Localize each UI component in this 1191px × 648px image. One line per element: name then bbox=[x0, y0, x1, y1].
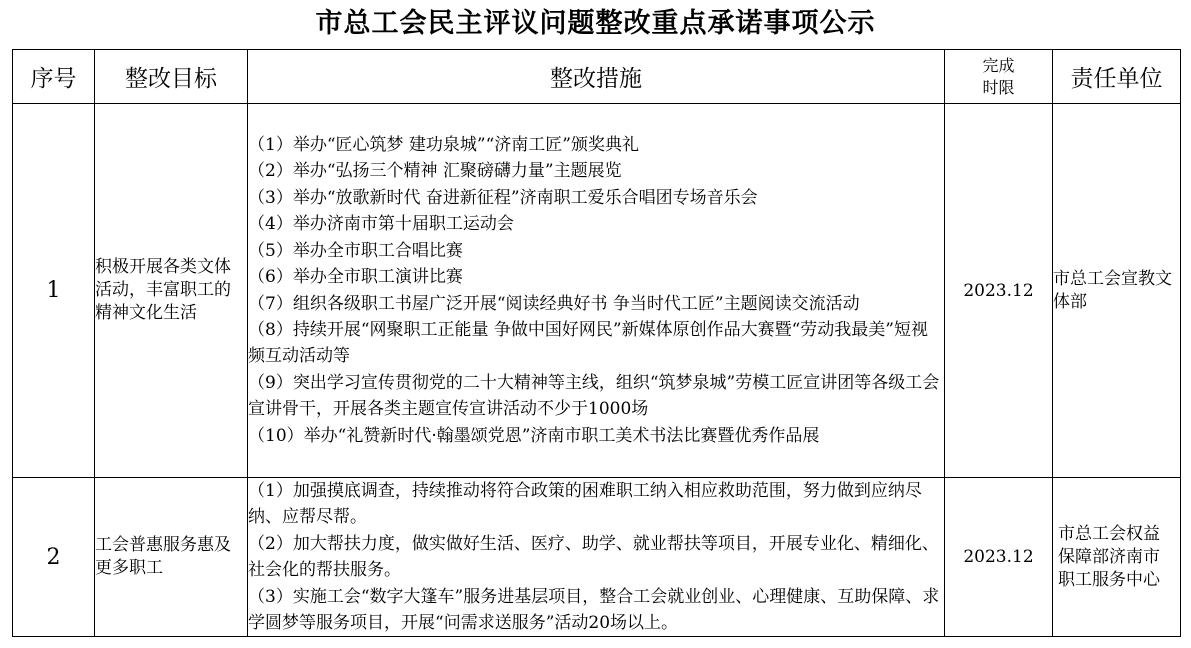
header-deadline-line2: 时限 bbox=[982, 77, 1015, 97]
measure-item: （2）加大帮扶力度，做实做好生活、医疗、助学、就业帮扶等项目，开展专业化、精细化、社会化的帮扶服务。 bbox=[248, 533, 939, 581]
row-dept: 市总工会权益保障部济南市职工服务中心 bbox=[1053, 478, 1181, 637]
row-deadline: 2023.12 bbox=[945, 478, 1053, 637]
measure-item: （1）加强摸底调查，持续推动将符合政策的困难职工纳入相应救助范围，努力做到应纳尽纳、应帮尽帮。 bbox=[248, 481, 922, 528]
header-row bbox=[13, 50, 1181, 104]
measure-item: （5）举办全市职工合唱比赛 bbox=[248, 240, 463, 261]
measure-item: （10）举办“礼赞新时代·翰墨颂党恩”济南市职工美术书法比赛暨优秀作品展 bbox=[248, 425, 820, 446]
measure-item: （3）实施工会“数字大篷车”服务进基层项目，整合工会就业创业、心理健康、互助保障、求学圆梦等服务项目，开展“问需求送服务”活动20场以上。 bbox=[248, 586, 940, 634]
measure-item: （9）突出学习宣传贯彻党的二十大精神等主线，组织“筑梦泉城”劳模工匠宣讲团等各级工会宣讲骨干，开展各类主题宣传宣讲活动不少于1000场 bbox=[248, 372, 940, 420]
row-seq: 2 bbox=[13, 478, 95, 637]
measure-item: （6）举办全市职工演讲比赛 bbox=[248, 267, 463, 288]
row-deadline: 2023.12 bbox=[945, 104, 1053, 478]
header-measures: 整改措施 bbox=[248, 50, 945, 104]
row-measures bbox=[248, 104, 945, 478]
header-deadline-line1: 完成 bbox=[982, 55, 1015, 75]
header-dept: 责任单位 bbox=[1053, 50, 1181, 104]
measure-item: （8）持续开展“网聚职工正能量 争做中国好网民”新媒体原创作品大赛暨“劳动我最美”短视频互动活动等 bbox=[248, 319, 928, 367]
header-seq: 序号 bbox=[13, 50, 95, 104]
row-measures bbox=[248, 478, 945, 637]
page-title: 市总工会民主评议问题整改重点承诺事项公示 bbox=[315, 8, 876, 39]
row-dept: 市总工会宣教文体部 bbox=[1053, 104, 1181, 478]
measure-item: （7）组织各级职工书屋广泛开展“阅读经典好书 争当时代工匠”主题阅读交流活动 bbox=[248, 293, 860, 314]
measure-item: （2）举办“弘扬三个精神 汇聚磅礴力量”主题展览 bbox=[248, 161, 622, 182]
row-goal: 积极开展各类文体活动，丰富职工的精神文化生活 bbox=[95, 104, 248, 478]
table-row bbox=[13, 478, 1181, 637]
measure-item: （4）举办济南市第十届职工运动会 bbox=[248, 214, 514, 235]
row-goal: 工会普惠服务惠及更多职工 bbox=[95, 478, 248, 637]
measure-item: （1）举办“匠心筑梦 建功泉城”“济南工匠”颁奖典礼 bbox=[248, 135, 639, 156]
table-row bbox=[13, 104, 1181, 478]
commitment-table bbox=[12, 49, 1181, 637]
header-goal: 整改目标 bbox=[95, 50, 248, 104]
row-seq: 1 bbox=[13, 104, 95, 478]
measure-item: （3）举办“放歌新时代 奋进新征程”济南职工爱乐合唱团专场音乐会 bbox=[248, 187, 758, 208]
header-deadline bbox=[945, 50, 1053, 104]
